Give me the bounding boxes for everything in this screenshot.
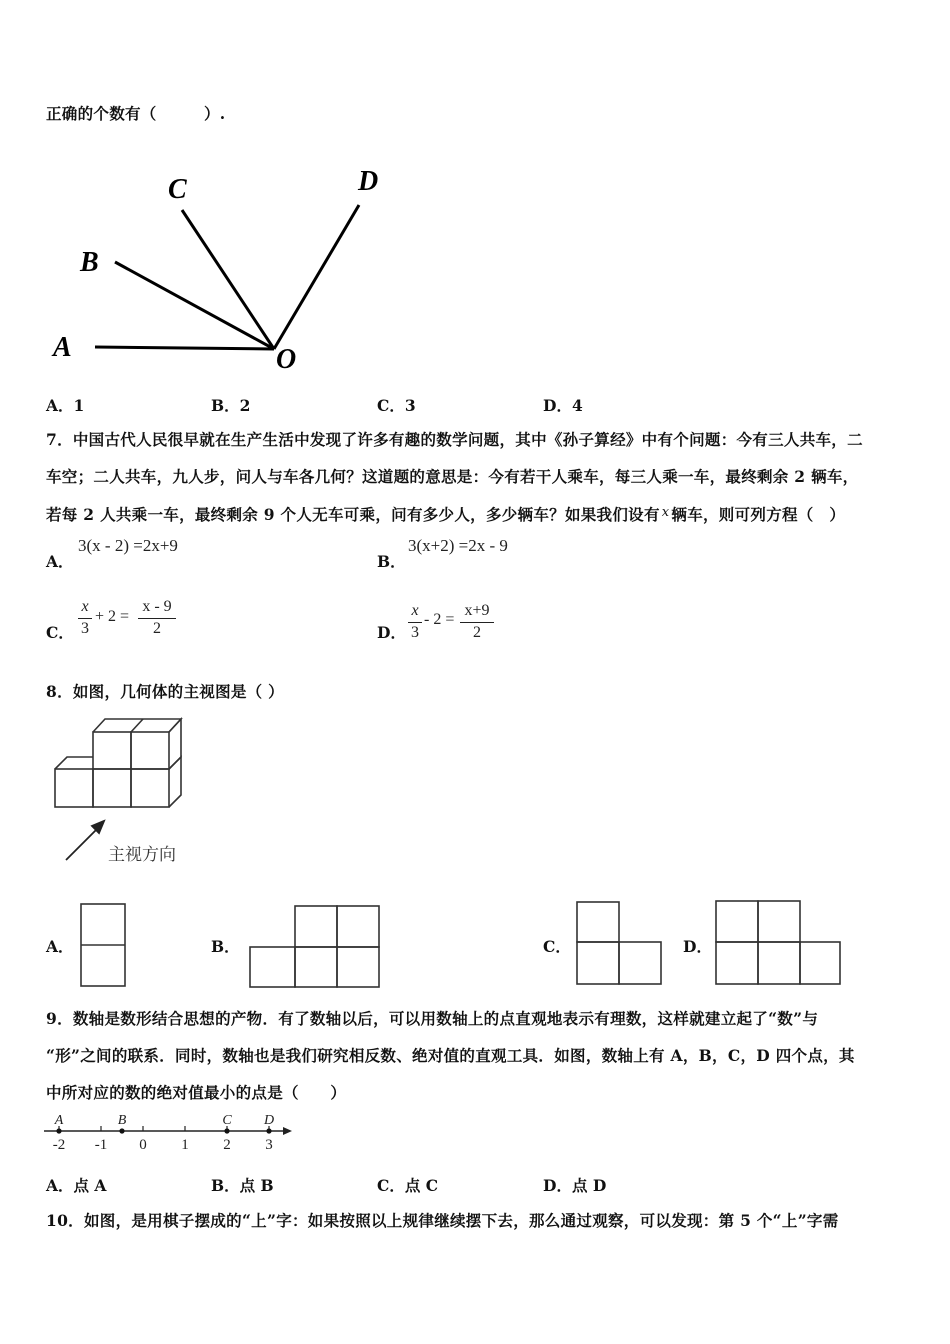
q7-option-d[interactable] xyxy=(377,621,406,643)
option-letter: D． xyxy=(543,1176,572,1195)
q9-stem-line-1: 9．数轴是数形结合思想的产物．有了数轴以后，可以用数轴上的点直观地表示有理数，这样就建立起了“数”与 xyxy=(46,1009,819,1028)
option-letter: B． xyxy=(211,937,240,956)
numerator: x - 9 xyxy=(142,598,172,615)
axis-point-label: C xyxy=(222,1113,232,1128)
option-letter: B． xyxy=(377,552,406,571)
option-text: 3 xyxy=(404,396,416,415)
option-letter: C． xyxy=(377,1176,405,1195)
q8-option-d-figure xyxy=(713,896,845,988)
q7-variable-x: x xyxy=(661,505,670,520)
option-letter: A． xyxy=(46,396,74,415)
axis-point-d xyxy=(266,1128,271,1133)
q7-option-c[interactable] xyxy=(46,621,74,643)
axis-point-label: A xyxy=(54,1113,64,1128)
q7-c-fraction-1 xyxy=(78,598,92,642)
label-A: A xyxy=(53,332,72,363)
option-text: 1 xyxy=(73,396,85,415)
option-letter: D． xyxy=(683,937,712,956)
q9-stem-line-2: “形”之间的联系．同时，数轴也是我们研究相反数、绝对值的直观工具．如图，数轴上有 A，B，C，D 四个点，其 xyxy=(46,1046,855,1065)
label-O: O xyxy=(276,344,297,375)
q9-number-line xyxy=(40,1106,300,1156)
option-text: 2 xyxy=(239,396,251,415)
q7-d-fraction-1 xyxy=(408,602,422,646)
q7-option-a-equation: 3(x - 2) =2x+9 xyxy=(78,536,178,555)
option-text: 点 C xyxy=(404,1176,439,1195)
q6-option-a[interactable] xyxy=(46,394,84,416)
option-letter: B． xyxy=(211,1176,240,1195)
label-B: B xyxy=(80,247,99,278)
ray-OC xyxy=(182,210,274,349)
denominator: 3 xyxy=(81,620,89,637)
q7-option-b[interactable] xyxy=(377,550,406,572)
axis-point-c xyxy=(224,1128,229,1133)
q7-d-fraction-2 xyxy=(460,602,494,646)
q7-c-fraction-2 xyxy=(138,598,176,642)
numerator: x xyxy=(81,598,89,615)
q6-option-c[interactable] xyxy=(377,394,416,416)
q8-option-b[interactable] xyxy=(211,935,240,957)
q6-angle-figure xyxy=(40,160,400,390)
denominator: 2 xyxy=(153,620,161,637)
q8-option-d[interactable] xyxy=(683,935,712,957)
q7-c-middle: + 2 = xyxy=(95,608,130,625)
option-letter: A． xyxy=(46,937,74,956)
option-letter: D． xyxy=(543,396,572,415)
axis-point-a xyxy=(56,1128,61,1133)
q6-option-d[interactable] xyxy=(543,394,583,416)
axis-tick-label: -2 xyxy=(52,1137,66,1153)
option-text: 点 B xyxy=(239,1176,274,1195)
q7-line3-part2: 辆车，则可列方程（ ） xyxy=(671,505,846,524)
option-text: 点 D xyxy=(571,1176,607,1195)
q8-option-c[interactable] xyxy=(543,935,571,957)
axis-tick-label: -1 xyxy=(94,1137,108,1153)
q6-tail-text: 正确的个数有（ ）. xyxy=(46,104,226,123)
q9-option-a[interactable] xyxy=(46,1174,106,1196)
ray-OD xyxy=(274,205,359,349)
axis-tick-label: 1 xyxy=(181,1137,189,1153)
option-letter: C． xyxy=(377,396,405,415)
option-letter: D． xyxy=(377,623,406,642)
axis-point-b xyxy=(119,1128,124,1133)
option-letter: C． xyxy=(46,623,74,642)
q8-option-c-figure xyxy=(574,898,666,990)
label-C: C xyxy=(168,174,187,205)
denominator: 3 xyxy=(411,624,419,641)
label-D: D xyxy=(358,166,379,197)
ray-OA xyxy=(95,347,274,349)
q9-option-d[interactable] xyxy=(543,1174,606,1196)
q8-option-b-figure xyxy=(246,900,386,992)
axis-point-label: B xyxy=(117,1113,127,1128)
q7-line3-part1: 若每 2 人共乘一车，最终剩余 9 个人无车可乘，问有多少人，多少辆车？如果我们设有 xyxy=(46,505,660,524)
option-letter: A． xyxy=(46,1176,74,1195)
axis-tick-label: 3 xyxy=(265,1137,273,1153)
option-text: 4 xyxy=(571,396,583,415)
q9-option-b[interactable] xyxy=(211,1174,274,1196)
q8-solid-figure xyxy=(40,712,240,872)
q8-option-a[interactable] xyxy=(46,935,74,957)
ray-OB xyxy=(115,262,274,349)
axis-point-label: D xyxy=(263,1113,275,1128)
q7-stem-line-1: 7．中国古代人民很早就在生产生活中发现了许多有趣的数学问题，其中《孙子算经》中有个问题：今有三人共车，二 xyxy=(46,430,863,449)
option-letter: A． xyxy=(46,552,74,571)
q10-stem-line-1: 10．如图，是用棋子摆成的“上”字：如果按照以上规律继续摆下去，那么通过观察，可以发现：第 5 个“上”字需 xyxy=(46,1211,839,1230)
q7-stem-line-3 xyxy=(46,503,845,525)
q7-option-b-equation: 3(x+2) =2x - 9 xyxy=(408,536,508,555)
option-letter: B． xyxy=(211,396,240,415)
q8-stem: 8．如图，几何体的主视图是（ ） xyxy=(46,682,284,701)
numerator: x xyxy=(411,602,419,619)
axis-tick-label: 2 xyxy=(223,1137,231,1153)
q6-option-b[interactable] xyxy=(211,394,250,416)
axis-tick-label: 0 xyxy=(139,1137,147,1153)
denominator: 2 xyxy=(473,624,481,641)
numerator: x+9 xyxy=(464,602,490,619)
q8-direction-label: 主视方向 xyxy=(108,845,176,865)
q7-option-a[interactable] xyxy=(46,550,74,572)
q8-option-a-figure xyxy=(78,900,128,990)
q9-stem-line-3: 中所对应的数的绝对值最小的点是（ ） xyxy=(46,1083,347,1102)
option-text: 点 A xyxy=(73,1176,107,1195)
q9-option-c[interactable] xyxy=(377,1174,438,1196)
option-letter: C． xyxy=(543,937,571,956)
q7-stem-line-2: 车空；二人共车，九人步，问人与车各几何？这道题的意思是：今有若干人乘车，每三人乘一车，最终剩余 2 辆车， xyxy=(46,467,859,486)
q7-d-middle: - 2 = xyxy=(424,611,455,628)
